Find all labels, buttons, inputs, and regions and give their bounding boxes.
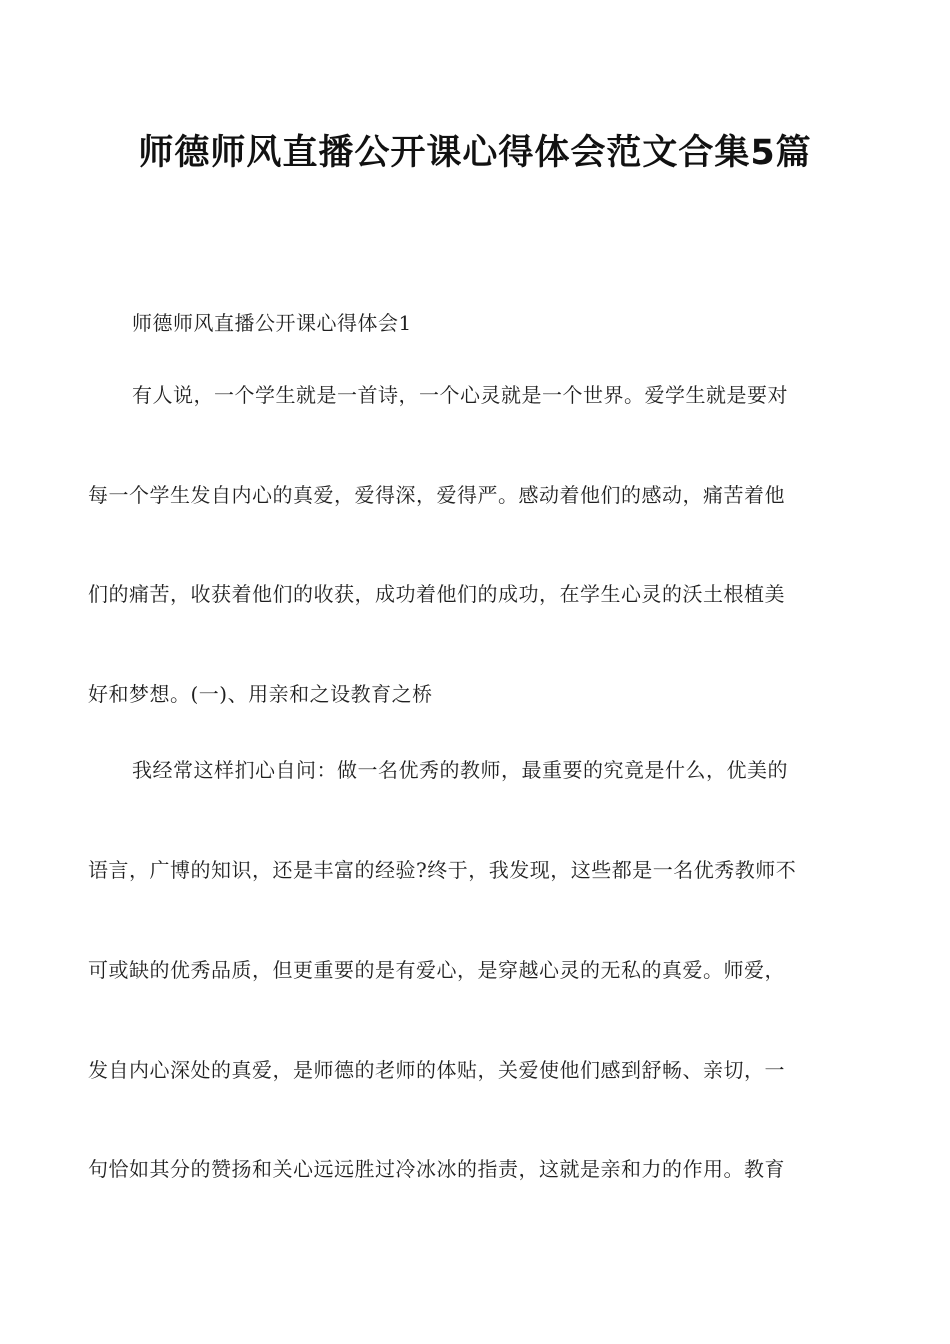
paragraph-line: 每一个学生发自内心的真爱，爱得深，爱得严。感动着他们的感动，痛苦着他	[88, 483, 785, 507]
paragraph-line: 语言，广博的知识，还是丰富的经验?终于，我发现，这些都是一名优秀教师不	[88, 858, 797, 882]
paragraph-line: 我经常这样扪心自问：做一名优秀的教师，最重要的究竟是什么，优美的	[132, 758, 788, 782]
paragraph-line: 好和梦想。(一)、用亲和之设教育之桥	[88, 682, 433, 706]
document-title: 师德师风直播公开课心得体会范文合集5篇	[138, 133, 812, 173]
paragraph-line: 们的痛苦，收获着他们的收获，成功着他们的成功，在学生心灵的沃土根植美	[88, 582, 785, 606]
paragraph-line: 句恰如其分的赞扬和关心远远胜过冷冰冰的指责，这就是亲和力的作用。教育	[88, 1157, 785, 1181]
paragraph-line: 有人说，一个学生就是一首诗，一个心灵就是一个世界。爱学生就是要对	[132, 383, 788, 407]
paragraph-line: 可或缺的优秀品质，但更重要的是有爱心，是穿越心灵的无私的真爱。师爱，	[88, 958, 785, 982]
paragraph-line: 发自内心深处的真爱，是师德的老师的体贴，关爱使他们感到舒畅、亲切，一	[88, 1058, 785, 1082]
section-heading: 师德师风直播公开课心得体会1	[132, 311, 412, 335]
